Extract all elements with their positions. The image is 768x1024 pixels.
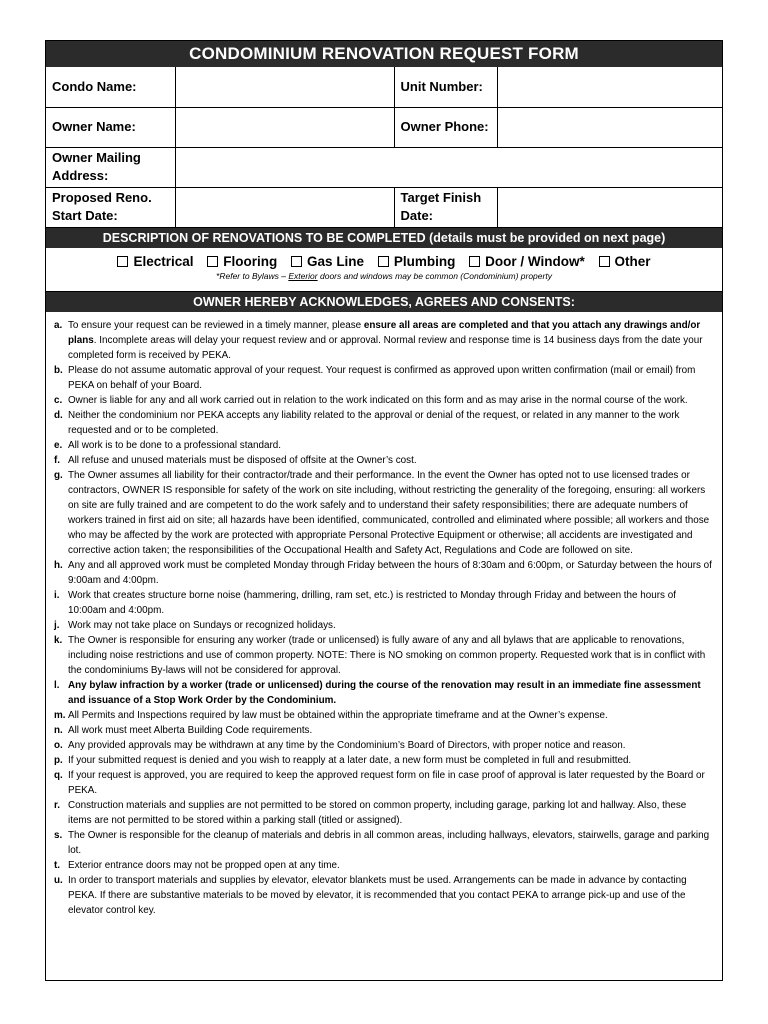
term-item — [54, 738, 712, 753]
finish-date-field[interactable] — [497, 187, 722, 227]
term-item — [54, 723, 712, 738]
option-electrical[interactable]: Electrical — [117, 254, 193, 269]
term-text: If your request is approved, you are required to keep the approved request form on file in case proof of approval is later requested by the Board or PEKA. — [68, 769, 705, 796]
acknowledgement-header: OWNER HEREBY ACKNOWLEDGES, AGREES AND CONSENTS: — [46, 292, 722, 312]
renovation-types — [46, 248, 722, 292]
option-door-window[interactable]: Door / Window* — [469, 254, 585, 269]
option-other[interactable]: Other — [599, 254, 651, 269]
owner-name-field[interactable] — [175, 107, 394, 147]
condo-name-label: Condo Name: — [46, 67, 175, 107]
term-text: To ensure your request can be reviewed in a timely manner, please ensure all areas are completed and that you attach any drawings and/or plans. Incomplete areas will delay your request review and or approval. Normal review and response time is 14 business days from the date your completed form is received by PEKA. — [68, 319, 703, 361]
term-letter: d. — [54, 409, 63, 421]
term-item — [54, 873, 712, 918]
term-letter: r. — [54, 799, 61, 811]
term-letter: m. — [54, 709, 66, 721]
term-letter: s. — [54, 829, 63, 841]
term-letter: p. — [54, 754, 63, 766]
term-letter: j. — [54, 619, 60, 631]
option-plumbing[interactable]: Plumbing — [378, 254, 456, 269]
term-item — [54, 768, 712, 798]
term-text: All refuse and unused materials must be disposed of offsite at the Owner’s cost. — [68, 454, 417, 466]
term-item — [54, 393, 712, 408]
term-item — [54, 468, 712, 558]
owner-phone-label: Owner Phone: — [394, 107, 497, 147]
term-item — [54, 708, 712, 723]
term-item — [54, 453, 712, 468]
term-text: All work is to be done to a professional standard. — [68, 439, 281, 451]
checkbox-icon — [207, 256, 218, 267]
term-item — [54, 438, 712, 453]
bylaw-note: *Refer to Bylaws – Exterior doors and windows may be common (Condominium) property — [216, 270, 552, 281]
term-letter: f. — [54, 454, 61, 466]
checkbox-icon — [599, 256, 610, 267]
mailing-address-field[interactable] — [175, 147, 722, 187]
owner-phone-field[interactable] — [497, 107, 722, 147]
term-letter: h. — [54, 559, 63, 571]
owner-name-label: Owner Name: — [46, 107, 175, 147]
term-text: Any bylaw infraction by a worker (trade or unlicensed) during the course of the renovation may result in an immediate fine assessment and issuance of a Stop Work Order by the Condominium. — [68, 679, 701, 706]
term-item — [54, 753, 712, 768]
term-letter: g. — [54, 469, 63, 481]
unit-number-field[interactable] — [497, 67, 722, 107]
term-item — [54, 828, 712, 858]
term-item — [54, 858, 712, 873]
term-letter: c. — [54, 394, 63, 406]
term-letter: i. — [54, 589, 60, 601]
term-letter: l. — [54, 679, 60, 691]
term-item — [54, 633, 712, 678]
description-header: DESCRIPTION OF RENOVATIONS TO BE COMPLETED (details must be provided on next page) — [46, 228, 722, 248]
start-date-label: Proposed Reno. Start Date: — [46, 187, 175, 227]
term-text: The Owner assumes all liability for their contractor/trade and their performance. In the event the Owner has opted not to use licensed trades or contractors, OWNER IS responsible for safety of the work on site including, without restricting the generality of the foregoing, ensuring: all workers on site are fully trained and are competent to do the work safely and to understand their safety responsibilities; there are adequate numbers of workers trained in first aid on site; all hazards have been identified, communicated, controlled and eliminated where possible; all workers and those who may be affected by the work are protected with appropriate Personal Protective Equipment or otherwise; all accidents are investigated and corrective action taken; the responsibilities of the Occupational Health and Safety Act, Regulations and Code are followed on site. — [68, 469, 710, 556]
term-item — [54, 363, 712, 393]
term-letter: n. — [54, 724, 63, 736]
term-text: Any provided approvals may be withdrawn at any time by the Condominium’s Board of Directors, with proper notice and reason. — [68, 739, 626, 751]
term-text: Any and all approved work must be completed Monday through Friday between the hours of 8:30am and 6:00pm, or Saturday between the hours of 9:00am and 4:00pm. — [68, 559, 712, 586]
renovation-request-form — [45, 40, 723, 981]
term-text: Construction materials and supplies are not permitted to be stored on common property, including garage, parking lot and hallway. Also, these items are not permitted to be stored within a parking stall (titled or assigned). — [68, 799, 687, 826]
option-flooring[interactable]: Flooring — [207, 254, 277, 269]
term-text: All work must meet Alberta Building Code requirements. — [68, 724, 313, 736]
checkbox-icon — [291, 256, 302, 267]
finish-date-label: Target Finish Date: — [394, 187, 497, 227]
term-item — [54, 678, 712, 708]
term-letter: b. — [54, 364, 63, 376]
term-item — [54, 318, 712, 363]
term-item — [54, 588, 712, 618]
term-item — [54, 618, 712, 633]
term-letter: k. — [54, 634, 63, 646]
term-text: The Owner is responsible for ensuring any worker (trade or unlicensed) is fully aware of any and all bylaws that are applicable to renovations, including noise restrictions and use of common property. NOTE: There is NO smoking on common property. Requested work that is in conflict with the condominiums By-laws will not be considered for approval. — [68, 634, 706, 676]
term-letter: e. — [54, 439, 63, 451]
option-gas-line[interactable]: Gas Line — [291, 254, 364, 269]
term-item — [54, 408, 712, 438]
term-text: All Permits and Inspections required by law must be obtained within the appropriate timeframe and at the Owner’s expense. — [68, 709, 608, 721]
checkbox-icon — [117, 256, 128, 267]
term-letter: a. — [54, 319, 63, 331]
checkbox-icon — [378, 256, 389, 267]
term-text: Please do not assume automatic approval of your request. Your request is confirmed as approved upon written confirmation (mail or email) from PEKA on behalf of your Board. — [68, 364, 696, 391]
term-text: Neither the condominium nor PEKA accepts any liability related to the approval or denial of the request, or related in any manner to the work requested and or to be completed. — [68, 409, 680, 436]
term-item — [54, 558, 712, 588]
term-item — [54, 798, 712, 828]
term-text: Work may not take place on Sundays or recognized holidays. — [68, 619, 336, 631]
checkbox-icon — [469, 256, 480, 267]
unit-number-label: Unit Number: — [394, 67, 497, 107]
term-letter: o. — [54, 739, 63, 751]
term-text: In order to transport materials and supplies by elevator, elevator blankets must be used. Arrangements can be made in advance by contacting PEKA. If there are substantive materials to be moved by elevator, it is recommended that you contact PEKA to arrange pick-up and use of the elevator control key. — [68, 874, 687, 916]
term-text: Owner is liable for any and all work carried out in relation to the work indicated on this form and as may arise in the normal course of the work. — [68, 394, 688, 406]
terms-list — [46, 312, 722, 918]
term-text: The Owner is responsible for the cleanup of materials and debris in all common areas, including hallways, elevators, stairwells, garage and parking lot. — [68, 829, 710, 856]
form-title: CONDOMINIUM RENOVATION REQUEST FORM — [46, 41, 722, 67]
term-letter: q. — [54, 769, 63, 781]
start-date-field[interactable] — [175, 187, 394, 227]
owner-info-table — [46, 67, 722, 228]
term-letter: t. — [54, 859, 61, 871]
condo-name-field[interactable] — [175, 67, 394, 107]
mailing-address-label: Owner Mailing Address: — [46, 147, 175, 187]
term-text: If your submitted request is denied and you wish to reapply at a later date, a new form must be completed in full and resubmitted. — [68, 754, 632, 766]
term-text: Exterior entrance doors may not be propped open at any time. — [68, 859, 340, 871]
term-letter: u. — [54, 874, 63, 886]
term-text: Work that creates structure borne noise (hammering, drilling, ram set, etc.) is restricted to Monday through Friday and between the hours of 10:00am and 4:00pm. — [68, 589, 676, 616]
